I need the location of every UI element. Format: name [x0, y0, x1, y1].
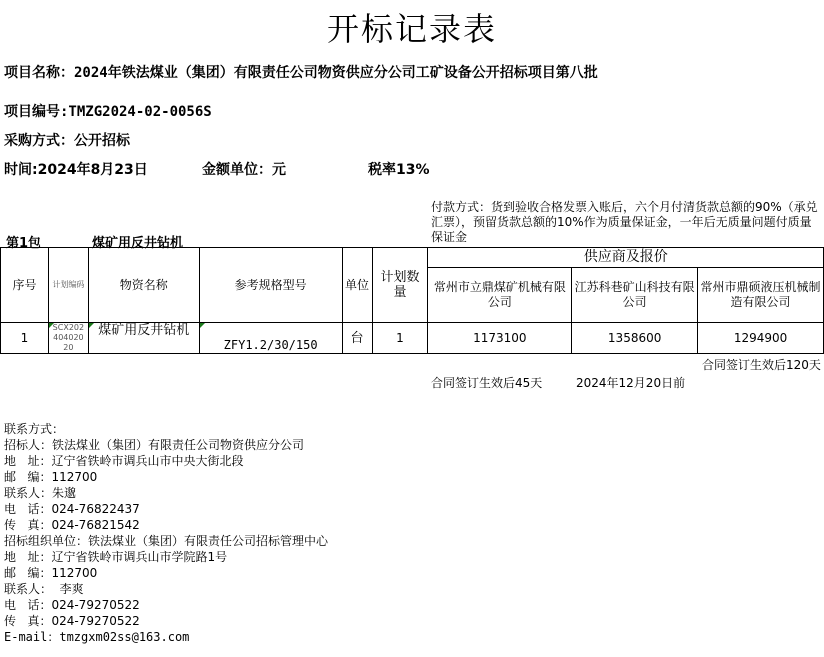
- project-name: 项目名称：2024年铁法煤业（集团）有限责任公司物资供应分公司工矿设备公开招标项目第八批: [4, 65, 598, 81]
- row-price: 1173100: [428, 323, 572, 354]
- agency-phone: 电 话：024-79270522: [4, 598, 140, 612]
- header-name: 物资名称: [88, 248, 199, 323]
- header-qty: 计划数量: [372, 248, 428, 323]
- supplier-name: 常州市立鼎煤矿机械有限公司: [428, 268, 572, 323]
- email-link[interactable]: E-mail：tmzgxm02ss@163.com: [4, 630, 190, 644]
- package-name: 煤矿用反井钻机: [92, 236, 184, 251]
- package-number: 第1包: [6, 236, 42, 251]
- table-header-row: [1, 248, 824, 268]
- header-unit: 单位: [342, 248, 372, 323]
- row-spec: ZFY1.2/30/150: [199, 323, 342, 354]
- tenderer-zip: 邮 编：112700: [4, 470, 98, 484]
- header-no: 序号: [1, 248, 49, 323]
- tenderer-phone: 电 话：024-76822437: [4, 502, 140, 516]
- contact-block: [4, 421, 328, 645]
- page-title: 开标记录表: [326, 10, 497, 48]
- table-row: [1, 323, 824, 354]
- procurement-method: 采购方式：公开招标: [4, 133, 130, 149]
- row-no: 1: [1, 323, 49, 354]
- tenderer-contact-person: 联系人：朱邈: [4, 486, 77, 500]
- row-plan-code: SCX20240402020: [48, 323, 88, 354]
- bid-table: [0, 247, 824, 354]
- agency: 招标组织单位：铁法煤业（集团）有限责任公司招标管理中心: [4, 534, 329, 548]
- tenderer-address: 地 址：辽宁省铁岭市调兵山市中央大街北段: [4, 454, 244, 468]
- delivery-term: 合同签订生效后120天: [702, 358, 821, 372]
- supplier-name: 常州市鼎硕液压机械制造有限公司: [698, 268, 824, 323]
- supplier-name: 江苏科巷矿山科技有限公司: [572, 268, 698, 323]
- header-plan-code: 计划编码: [48, 248, 88, 323]
- header-supplier-group: 供应商及报价: [428, 248, 824, 268]
- payment-terms: 付款方式：货到验收合格发票入账后，六个月付清货款总额的90%（承兑汇票），预留货款总额的10%作为质量保证金，一年后无质量问题付质量保证金: [431, 200, 818, 244]
- tax-rate: 税率13%: [368, 162, 430, 178]
- row-qty: 1: [372, 323, 428, 354]
- row-unit: 台: [342, 323, 372, 354]
- delivery-term: 合同签订生效后45天: [431, 376, 543, 390]
- agency-contact-person: 联系人： 李爽: [4, 582, 84, 596]
- contact-heading: 联系方式：: [4, 422, 65, 436]
- delivery-term: 2024年12月20日前: [576, 376, 686, 390]
- row-name: 煤矿用反井钻机: [88, 323, 199, 354]
- bid-time: 时间:2024年8月23日: [4, 162, 148, 178]
- project-number: 项目编号:TMZG2024-02-0056S: [4, 104, 212, 120]
- tenderer: 招标人：铁法煤业（集团）有限责任公司物资供应分公司: [4, 438, 305, 452]
- header-spec: 参考规格型号: [199, 248, 342, 323]
- row-price: 1294900: [698, 323, 824, 354]
- amount-unit: 金额单位：元: [202, 162, 286, 178]
- row-price: 1358600: [572, 323, 698, 354]
- agency-fax: 传 真：024-79270522: [4, 614, 140, 628]
- agency-zip: 邮 编：112700: [4, 566, 98, 580]
- tenderer-fax: 传 真：024-76821542: [4, 518, 140, 532]
- agency-address: 地 址：辽宁省铁岭市调兵山市学院路1号: [4, 550, 228, 564]
